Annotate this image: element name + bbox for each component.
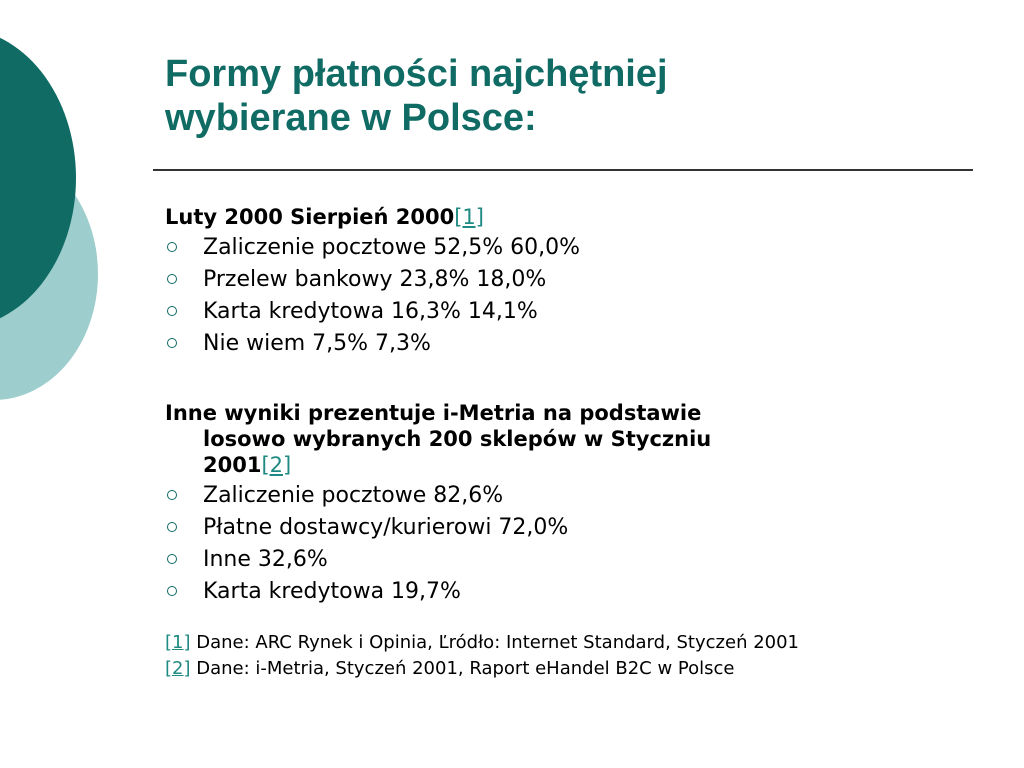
- footnote-1: [165, 630, 965, 656]
- footnote-ref-1[interactable]: [1]: [454, 205, 484, 229]
- section2-heading-line-2: losowo wybranych 200 sklepów w Styczniu: [203, 427, 712, 451]
- bullet-icon: [167, 274, 177, 284]
- title-divider: [153, 169, 973, 171]
- list-item-text: Inne 32,6%: [203, 547, 328, 572]
- list-item: [165, 296, 965, 328]
- list-item-text: Zaliczenie pocztowe 52,5% 60,0%: [203, 235, 580, 260]
- bullet-icon: [167, 306, 177, 316]
- section2-list: [165, 480, 965, 608]
- section2-heading: [165, 400, 965, 478]
- list-item: [165, 232, 965, 264]
- section2-heading-line-3-wrap: [165, 452, 965, 478]
- footnote-2-ref[interactable]: [2]: [165, 658, 191, 679]
- bullet-icon: [167, 242, 177, 252]
- section2-heading-line-3: 2001: [203, 453, 262, 477]
- list-item: [165, 512, 965, 544]
- footnote-ref-2[interactable]: [2]: [261, 453, 292, 477]
- title-line-2: wybierane w Polsce:: [165, 97, 537, 139]
- list-item: [165, 544, 965, 576]
- list-item: [165, 328, 965, 360]
- list-item-text: Nie wiem 7,5% 7,3%: [203, 331, 431, 356]
- section1-heading-text: Luty 2000 Sierpień 2000: [165, 205, 455, 229]
- footnote-2-text: Dane: i-Metria, Styczeń 2001, Raport eHandel B2C w Polsce: [190, 658, 735, 679]
- bullet-icon: [167, 522, 177, 532]
- footnote-2: [165, 656, 965, 682]
- bullet-icon: [167, 554, 177, 564]
- list-item-text: Płatne dostawcy/kurierowi 72,0%: [203, 515, 569, 540]
- title-line-1: Formy płatności najchętniej: [165, 53, 668, 95]
- slide-title: [165, 52, 925, 140]
- list-item: [165, 480, 965, 512]
- list-item-text: Karta kredytowa 19,7%: [203, 579, 461, 604]
- list-item-text: Karta kredytowa 16,3% 14,1%: [203, 299, 538, 324]
- bullet-icon: [167, 490, 177, 500]
- list-item: [165, 264, 965, 296]
- footnote-1-text: Dane: ARC Rynek i Opinia, Ľródło: Internet Standard, Styczeń 2001: [190, 632, 800, 653]
- list-item-text: Przelew bankowy 23,8% 18,0%: [203, 267, 547, 292]
- list-item-text: Zaliczenie pocztowe 82,6%: [203, 483, 504, 508]
- section1-list: [165, 232, 965, 360]
- bullet-icon: [167, 586, 177, 596]
- list-item: [165, 576, 965, 608]
- section2-heading-line-1: Inne wyniki prezentuje i-Metria na podstawie: [165, 401, 702, 425]
- slide-content: [165, 204, 965, 682]
- bullet-icon: [167, 338, 177, 348]
- section1-heading: [165, 204, 965, 230]
- footnote-1-ref[interactable]: [1]: [165, 632, 191, 653]
